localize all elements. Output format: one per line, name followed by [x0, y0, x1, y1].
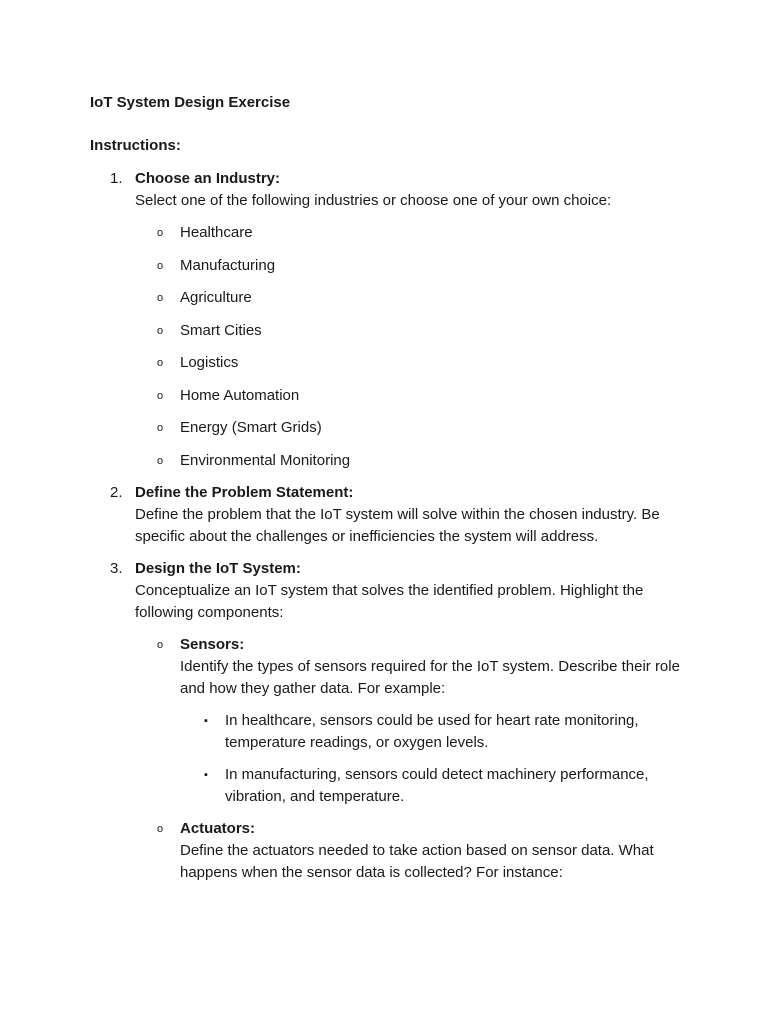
step-number: 3.	[110, 559, 123, 577]
component-list	[135, 634, 690, 884]
component-heading: Sensors:	[180, 635, 245, 653]
list-item: o Manufacturing	[135, 255, 690, 277]
bullet-icon: o	[157, 227, 164, 239]
bullet-icon: o	[157, 638, 164, 651]
list-item: o Energy (Smart Grids)	[135, 417, 690, 439]
list-item: o Healthcare	[135, 222, 690, 244]
step-number: 1.	[110, 170, 123, 187]
bullet-icon: o	[157, 422, 164, 434]
step-heading: Design the IoT System:	[135, 559, 301, 577]
step-text: Conceptualize an IoT system that solves the identified problem. Highlight the following components:	[135, 581, 644, 621]
bullet-icon: o	[157, 357, 164, 369]
list-item: o Home Automation	[135, 385, 690, 407]
list-item: ▪ In healthcare, sensors could be used for heart rate monitoring, temperature readings, or oxygen levels.	[204, 711, 639, 751]
step-text: Select one of the following industries or choose one of your own choice:	[135, 192, 612, 209]
instructions-label: Instructions:	[90, 137, 181, 154]
square-bullet-icon: ▪	[204, 768, 208, 781]
bullet-icon: o	[157, 259, 164, 272]
step-number: 2.	[110, 483, 123, 501]
list-item: o Logistics	[135, 352, 690, 374]
component-heading: Actuators:	[180, 819, 256, 837]
bullet-icon: o	[157, 454, 164, 467]
document-title: IoT System Design Exercise	[90, 94, 291, 111]
bullet-icon: o	[157, 292, 164, 304]
square-bullet-icon: ▪	[204, 714, 208, 727]
component-sensors	[135, 634, 690, 808]
step-heading: Choose an Industry:	[135, 170, 281, 187]
list-item: o Smart Cities	[135, 320, 690, 342]
step-3	[90, 558, 690, 884]
step-1	[90, 168, 690, 472]
list-item: o Environmental Monitoring	[135, 450, 690, 472]
instruction-steps	[90, 168, 690, 884]
example-list	[180, 710, 690, 808]
component-text: Identify the types of sensors required for the IoT system. Describe their role and how they gather data. For example:	[180, 657, 680, 697]
list-item: o Agriculture	[135, 287, 690, 309]
bullet-icon: o	[157, 324, 164, 337]
bullet-icon: o	[157, 822, 164, 835]
bullet-icon: o	[157, 389, 164, 402]
step-heading: Define the Problem Statement:	[135, 483, 354, 501]
list-item: ▪ In manufacturing, sensors could detect machinery performance, vibration, and temperature.	[204, 765, 649, 805]
component-text: Define the actuators needed to take action based on sensor data. What happens when the sensor data is collected? For instance:	[180, 841, 654, 881]
component-actuators	[135, 818, 690, 884]
industry-list	[135, 222, 690, 472]
step-text: Define the problem that the IoT system will solve within the chosen industry. Be specific about the challenges or inefficiencies the system will address.	[135, 505, 660, 545]
step-2	[90, 482, 690, 548]
